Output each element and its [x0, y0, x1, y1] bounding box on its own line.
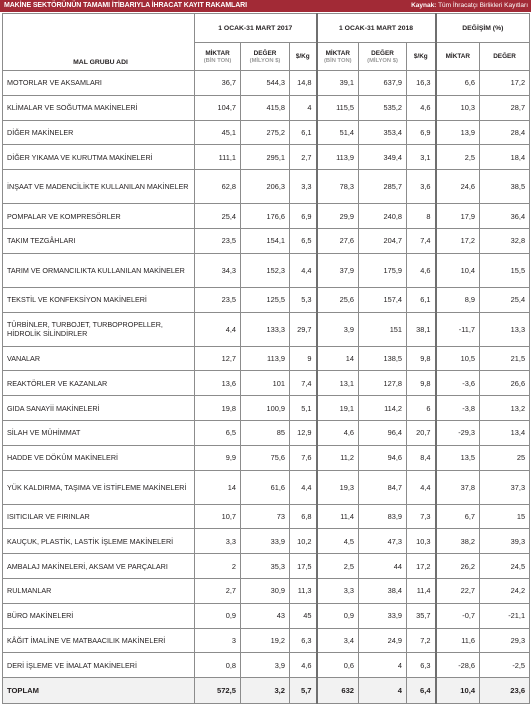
value-cell-k17: 4: [290, 95, 317, 120]
value-cell-cd: 37,3: [480, 470, 530, 504]
table-row: [3, 95, 530, 120]
value-cell-cm: 38,2: [436, 529, 480, 554]
value-cell-k18: 9,8: [407, 371, 436, 396]
value-cell-m18: 51,4: [317, 120, 359, 145]
value-cell-cm: -29,3: [436, 420, 480, 445]
table-row: [3, 653, 530, 678]
table-row: [3, 145, 530, 170]
value-cell-m17: 23,5: [195, 228, 241, 253]
source-text: Tüm İhracatçı Birlikleri Kayıtları: [438, 2, 528, 9]
table-row: [3, 312, 530, 346]
value-cell-cm: 11,6: [436, 628, 480, 653]
value-cell-d17: 176,6: [241, 204, 290, 229]
value-cell-d18: 349,4: [359, 145, 407, 170]
value-cell-m17: 12,7: [195, 346, 241, 371]
value-cell-k17: 5,7: [290, 678, 317, 704]
table-row: [3, 371, 530, 396]
value-cell-k17: 4,4: [290, 253, 317, 287]
value-cell-m17: 34,3: [195, 253, 241, 287]
value-cell-d17: 152,3: [241, 253, 290, 287]
group-name-cell: POMPALAR VE KOMPRESÖRLER: [3, 204, 195, 229]
group-name-cell: RULMANLAR: [3, 578, 195, 603]
value-cell-cd: 36,4: [480, 204, 530, 229]
value-cell-cm: 13,5: [436, 445, 480, 470]
value-cell-m18: 13,1: [317, 371, 359, 396]
value-cell-d17: 113,9: [241, 346, 290, 371]
value-cell-k17: 9: [290, 346, 317, 371]
table-row: [3, 120, 530, 145]
value-cell-m18: 14: [317, 346, 359, 371]
table-row: [3, 170, 530, 204]
value-cell-m17: 111,1: [195, 145, 241, 170]
value-cell-m17: 62,8: [195, 170, 241, 204]
group-name-cell: AMBALAJ MAKİNELERİ, AKSAM VE PARÇALARI: [3, 554, 195, 579]
value-cell-d17: 73: [241, 504, 290, 529]
value-cell-m17: 3,3: [195, 529, 241, 554]
value-cell-k18: 4,6: [407, 95, 436, 120]
group-name-cell: REAKTÖRLER VE KAZANLAR: [3, 371, 195, 396]
value-cell-cd: 17,2: [480, 71, 530, 96]
col-header-2017: 1 OCAK-31 MART 2017: [195, 14, 317, 43]
value-cell-d17: 35,3: [241, 554, 290, 579]
value-cell-k18: 4,4: [407, 470, 436, 504]
value-cell-cm: 22,7: [436, 578, 480, 603]
value-cell-m18: 113,9: [317, 145, 359, 170]
value-cell-cm: 6,6: [436, 71, 480, 96]
table-row: [3, 287, 530, 312]
value-cell-k17: 29,7: [290, 312, 317, 346]
value-cell-k17: 45: [290, 603, 317, 628]
group-name-cell: BÜRO MAKİNELERİ: [3, 603, 195, 628]
value-cell-k18: 35,7: [407, 603, 436, 628]
value-cell-k18: 6: [407, 396, 436, 421]
table-row: [3, 228, 530, 253]
table-row: [3, 470, 530, 504]
value-cell-m17: 572,5: [195, 678, 241, 704]
value-cell-d18: 127,8: [359, 371, 407, 396]
value-cell-d17: 85: [241, 420, 290, 445]
value-cell-cd: 25: [480, 445, 530, 470]
group-name-cell: DİĞER YIKAMA VE KURUTMA MAKİNELERİ: [3, 145, 195, 170]
value-cell-k17: 6,8: [290, 504, 317, 529]
value-cell-k17: 7,6: [290, 445, 317, 470]
col-header-deger-2018: DEĞER (MİLYON $): [359, 43, 407, 71]
value-cell-d18: 240,8: [359, 204, 407, 229]
value-cell-cd: -2,5: [480, 653, 530, 678]
value-cell-cd: 38,5: [480, 170, 530, 204]
value-cell-m17: 14: [195, 470, 241, 504]
value-cell-d17: 61,6: [241, 470, 290, 504]
value-cell-k18: 20,7: [407, 420, 436, 445]
group-name-cell: DİĞER MAKİNELER: [3, 120, 195, 145]
value-cell-d18: 44: [359, 554, 407, 579]
value-cell-d18: 84,7: [359, 470, 407, 504]
value-cell-d18: 151: [359, 312, 407, 346]
value-cell-cd: 15,5: [480, 253, 530, 287]
value-cell-m18: 115,5: [317, 95, 359, 120]
value-cell-cd: 13,2: [480, 396, 530, 421]
value-cell-d18: 285,7: [359, 170, 407, 204]
value-cell-cm: -3,6: [436, 371, 480, 396]
value-cell-k17: 6,5: [290, 228, 317, 253]
col-header-skg-2018: $/Kg: [407, 43, 436, 71]
header-row-periods: [3, 14, 530, 43]
value-cell-k17: 5,3: [290, 287, 317, 312]
value-cell-k17: 6,9: [290, 204, 317, 229]
value-cell-k17: 11,3: [290, 578, 317, 603]
value-cell-d18: 33,9: [359, 603, 407, 628]
value-cell-m17: 13,6: [195, 371, 241, 396]
group-name-cell: TÜRBİNLER, TURBOJET, TURBOPROPELLER, HİDROLİK SİLİNDİRLER: [3, 312, 195, 346]
value-cell-cm: 10,4: [436, 678, 480, 704]
col-header-group: MAL GRUBU ADI: [3, 14, 195, 71]
table-body: [3, 71, 530, 704]
value-cell-k18: 6,9: [407, 120, 436, 145]
value-cell-cm: 24,6: [436, 170, 480, 204]
value-cell-d18: 47,3: [359, 529, 407, 554]
value-cell-k18: 3,6: [407, 170, 436, 204]
table-row: [3, 420, 530, 445]
group-name-cell: ISITICILAR VE FIRINLAR: [3, 504, 195, 529]
value-cell-d17: 275,2: [241, 120, 290, 145]
value-cell-d17: 544,3: [241, 71, 290, 96]
value-cell-k17: 14,8: [290, 71, 317, 96]
value-cell-cm: -28,6: [436, 653, 480, 678]
value-cell-cd: 28,7: [480, 95, 530, 120]
group-name-cell: KLİMALAR VE SOĞUTMA MAKİNELERİ: [3, 95, 195, 120]
value-cell-k18: 9,8: [407, 346, 436, 371]
value-cell-m18: 27,6: [317, 228, 359, 253]
value-cell-k17: 2,7: [290, 145, 317, 170]
value-cell-m18: 29,9: [317, 204, 359, 229]
value-cell-cm: 17,9: [436, 204, 480, 229]
value-cell-d17: 133,3: [241, 312, 290, 346]
value-cell-k17: 7,4: [290, 371, 317, 396]
value-cell-d18: 175,9: [359, 253, 407, 287]
value-cell-d17: 3,2: [241, 678, 290, 704]
value-cell-d18: 114,2: [359, 396, 407, 421]
value-cell-m18: 0,9: [317, 603, 359, 628]
value-cell-k18: 7,3: [407, 504, 436, 529]
value-cell-m18: 39,1: [317, 71, 359, 96]
value-cell-cd: 23,6: [480, 678, 530, 704]
col-header-change: DEĞİŞİM (%): [436, 14, 530, 43]
value-cell-k17: 17,5: [290, 554, 317, 579]
value-cell-m18: 11,2: [317, 445, 359, 470]
col-header-miktar-2017: MİKTAR (BİN TON): [195, 43, 241, 71]
col-header-2018: 1 OCAK-31 MART 2018: [317, 14, 436, 43]
value-cell-k17: 6,1: [290, 120, 317, 145]
value-cell-cd: 18,4: [480, 145, 530, 170]
value-cell-k17: 3,3: [290, 170, 317, 204]
value-cell-cm: 13,9: [436, 120, 480, 145]
table-row: [3, 253, 530, 287]
value-cell-m18: 25,6: [317, 287, 359, 312]
value-cell-m17: 45,1: [195, 120, 241, 145]
value-cell-m18: 3,4: [317, 628, 359, 653]
value-cell-k18: 17,2: [407, 554, 436, 579]
col-header-miktar-2018: MİKTAR (BİN TON): [317, 43, 359, 71]
table-row: [3, 578, 530, 603]
value-cell-cm: 26,2: [436, 554, 480, 579]
value-cell-d18: 4: [359, 678, 407, 704]
value-cell-k18: 7,4: [407, 228, 436, 253]
col-header-change-miktar: MİKTAR: [436, 43, 480, 71]
value-cell-k18: 38,1: [407, 312, 436, 346]
value-cell-d18: 138,5: [359, 346, 407, 371]
group-name-cell: MOTORLAR VE AKSAMLARI: [3, 71, 195, 96]
value-cell-m18: 19,3: [317, 470, 359, 504]
value-cell-d18: 94,6: [359, 445, 407, 470]
value-cell-d17: 33,9: [241, 529, 290, 554]
table-row: [3, 529, 530, 554]
value-cell-cd: 24,5: [480, 554, 530, 579]
value-cell-cd: 25,4: [480, 287, 530, 312]
group-name-cell: SİLAH VE MÜHİMMAT: [3, 420, 195, 445]
value-cell-d17: 30,9: [241, 578, 290, 603]
value-cell-d17: 43: [241, 603, 290, 628]
value-cell-cm: 10,3: [436, 95, 480, 120]
value-cell-k18: 10,3: [407, 529, 436, 554]
value-cell-d18: 157,4: [359, 287, 407, 312]
value-cell-d17: 295,1: [241, 145, 290, 170]
value-cell-k17: 5,1: [290, 396, 317, 421]
col-header-skg-2017: $/Kg: [290, 43, 317, 71]
group-name-cell: KAUÇUK, PLASTİK, LASTİK İŞLEME MAKİNELERİ: [3, 529, 195, 554]
value-cell-m17: 2: [195, 554, 241, 579]
source-note: [411, 0, 528, 12]
value-cell-d17: 75,6: [241, 445, 290, 470]
value-cell-cm: -11,7: [436, 312, 480, 346]
value-cell-d17: 206,3: [241, 170, 290, 204]
value-cell-cd: 29,3: [480, 628, 530, 653]
value-cell-k18: 8,4: [407, 445, 436, 470]
group-name-cell: DERİ İŞLEME VE İMALAT MAKİNELERİ: [3, 653, 195, 678]
group-name-cell: YÜK KALDIRMA, TAŞIMA VE İSTİFLEME MAKİNELERİ: [3, 470, 195, 504]
value-cell-m18: 11,4: [317, 504, 359, 529]
table-row: [3, 554, 530, 579]
table-row: [3, 396, 530, 421]
value-cell-d17: 415,8: [241, 95, 290, 120]
value-cell-cd: 28,4: [480, 120, 530, 145]
col-header-change-deger: DEĞER: [480, 43, 530, 71]
value-cell-m17: 23,5: [195, 287, 241, 312]
value-cell-m18: 3,9: [317, 312, 359, 346]
value-cell-m18: 2,5: [317, 554, 359, 579]
value-cell-d18: 24,9: [359, 628, 407, 653]
value-cell-d17: 154,1: [241, 228, 290, 253]
value-cell-m18: 37,9: [317, 253, 359, 287]
value-cell-k18: 16,3: [407, 71, 436, 96]
value-cell-cm: 2,5: [436, 145, 480, 170]
value-cell-k17: 10,2: [290, 529, 317, 554]
value-cell-d18: 96,4: [359, 420, 407, 445]
value-cell-cd: 13,4: [480, 420, 530, 445]
value-cell-k18: 6,1: [407, 287, 436, 312]
value-cell-cm: 6,7: [436, 504, 480, 529]
value-cell-m18: 19,1: [317, 396, 359, 421]
value-cell-m17: 10,7: [195, 504, 241, 529]
value-cell-m17: 2,7: [195, 578, 241, 603]
group-name-cell: TARIM VE ORMANCILIKTA KULLANILAN MAKİNELER: [3, 253, 195, 287]
value-cell-m18: 632: [317, 678, 359, 704]
value-cell-d18: 353,4: [359, 120, 407, 145]
table-row: [3, 71, 530, 96]
col-header-deger-2017: DEĞER (MİLYON $): [241, 43, 290, 71]
value-cell-m18: 4,5: [317, 529, 359, 554]
value-cell-cm: 17,2: [436, 228, 480, 253]
value-cell-m18: 3,3: [317, 578, 359, 603]
value-cell-m17: 6,5: [195, 420, 241, 445]
value-cell-k18: 8: [407, 204, 436, 229]
value-cell-cd: 26,6: [480, 371, 530, 396]
value-cell-m18: 4,6: [317, 420, 359, 445]
group-name-cell: HADDE VE DÖKÜM MAKİNELERİ: [3, 445, 195, 470]
total-row: [3, 678, 530, 704]
group-name-cell: TAKIM TEZGÂHLARI: [3, 228, 195, 253]
value-cell-k18: 4,6: [407, 253, 436, 287]
value-cell-d17: 101: [241, 371, 290, 396]
value-cell-m17: 0,8: [195, 653, 241, 678]
group-name-cell: İNŞAAT VE MADENCİLİKTE KULLANILAN MAKİNELER: [3, 170, 195, 204]
value-cell-cm: -0,7: [436, 603, 480, 628]
value-cell-d18: 637,9: [359, 71, 407, 96]
group-name-cell: TEKSTİL VE KONFEKSİYON MAKİNELERİ: [3, 287, 195, 312]
value-cell-d18: 4: [359, 653, 407, 678]
source-label: Kaynak:: [411, 2, 437, 9]
value-cell-d18: 38,4: [359, 578, 407, 603]
value-cell-m17: 3: [195, 628, 241, 653]
value-cell-cd: 32,8: [480, 228, 530, 253]
value-cell-k17: 4,6: [290, 653, 317, 678]
value-cell-m18: 0,6: [317, 653, 359, 678]
value-cell-cd: 15: [480, 504, 530, 529]
group-name-cell: GIDA SANAYİİ MAKİNELERİ: [3, 396, 195, 421]
value-cell-cm: 10,4: [436, 253, 480, 287]
group-name-cell: KÂĞIT İMALİNE VE MATBAACILIK MAKİNELERİ: [3, 628, 195, 653]
value-cell-d18: 535,2: [359, 95, 407, 120]
group-name-cell: VANALAR: [3, 346, 195, 371]
value-cell-d18: 204,7: [359, 228, 407, 253]
value-cell-k18: 6,4: [407, 678, 436, 704]
value-cell-m17: 25,4: [195, 204, 241, 229]
value-cell-cm: 37,8: [436, 470, 480, 504]
value-cell-k18: 11,4: [407, 578, 436, 603]
table-row: [3, 204, 530, 229]
value-cell-m17: 19,8: [195, 396, 241, 421]
total-label: TOPLAM: [3, 678, 195, 704]
value-cell-m17: 9,9: [195, 445, 241, 470]
table-row: [3, 603, 530, 628]
value-cell-k18: 3,1: [407, 145, 436, 170]
table-row: [3, 504, 530, 529]
value-cell-k18: 6,3: [407, 653, 436, 678]
table-row: [3, 628, 530, 653]
value-cell-k17: 12,9: [290, 420, 317, 445]
table-row: [3, 445, 530, 470]
value-cell-cm: 8,9: [436, 287, 480, 312]
value-cell-d17: 125,5: [241, 287, 290, 312]
value-cell-m17: 0,9: [195, 603, 241, 628]
value-cell-cd: -21,1: [480, 603, 530, 628]
value-cell-k17: 6,3: [290, 628, 317, 653]
value-cell-cd: 21,5: [480, 346, 530, 371]
value-cell-m18: 78,3: [317, 170, 359, 204]
table-title: MAKİNE SEKTÖRÜNÜN TAMAMI İTİBARIYLA İHRACAT KAYIT RAKAMLARI: [4, 2, 247, 9]
value-cell-d18: 83,9: [359, 504, 407, 529]
value-cell-d17: 19,2: [241, 628, 290, 653]
value-cell-k17: 4,4: [290, 470, 317, 504]
value-cell-m17: 4,4: [195, 312, 241, 346]
value-cell-cm: -3,8: [436, 396, 480, 421]
value-cell-cd: 13,3: [480, 312, 530, 346]
value-cell-d17: 3,9: [241, 653, 290, 678]
value-cell-d17: 100,9: [241, 396, 290, 421]
value-cell-cm: 10,5: [436, 346, 480, 371]
value-cell-m17: 104,7: [195, 95, 241, 120]
value-cell-cd: 39,3: [480, 529, 530, 554]
export-table: [2, 13, 530, 704]
table-row: [3, 346, 530, 371]
value-cell-m17: 36,7: [195, 71, 241, 96]
value-cell-k18: 7,2: [407, 628, 436, 653]
value-cell-cd: 24,2: [480, 578, 530, 603]
